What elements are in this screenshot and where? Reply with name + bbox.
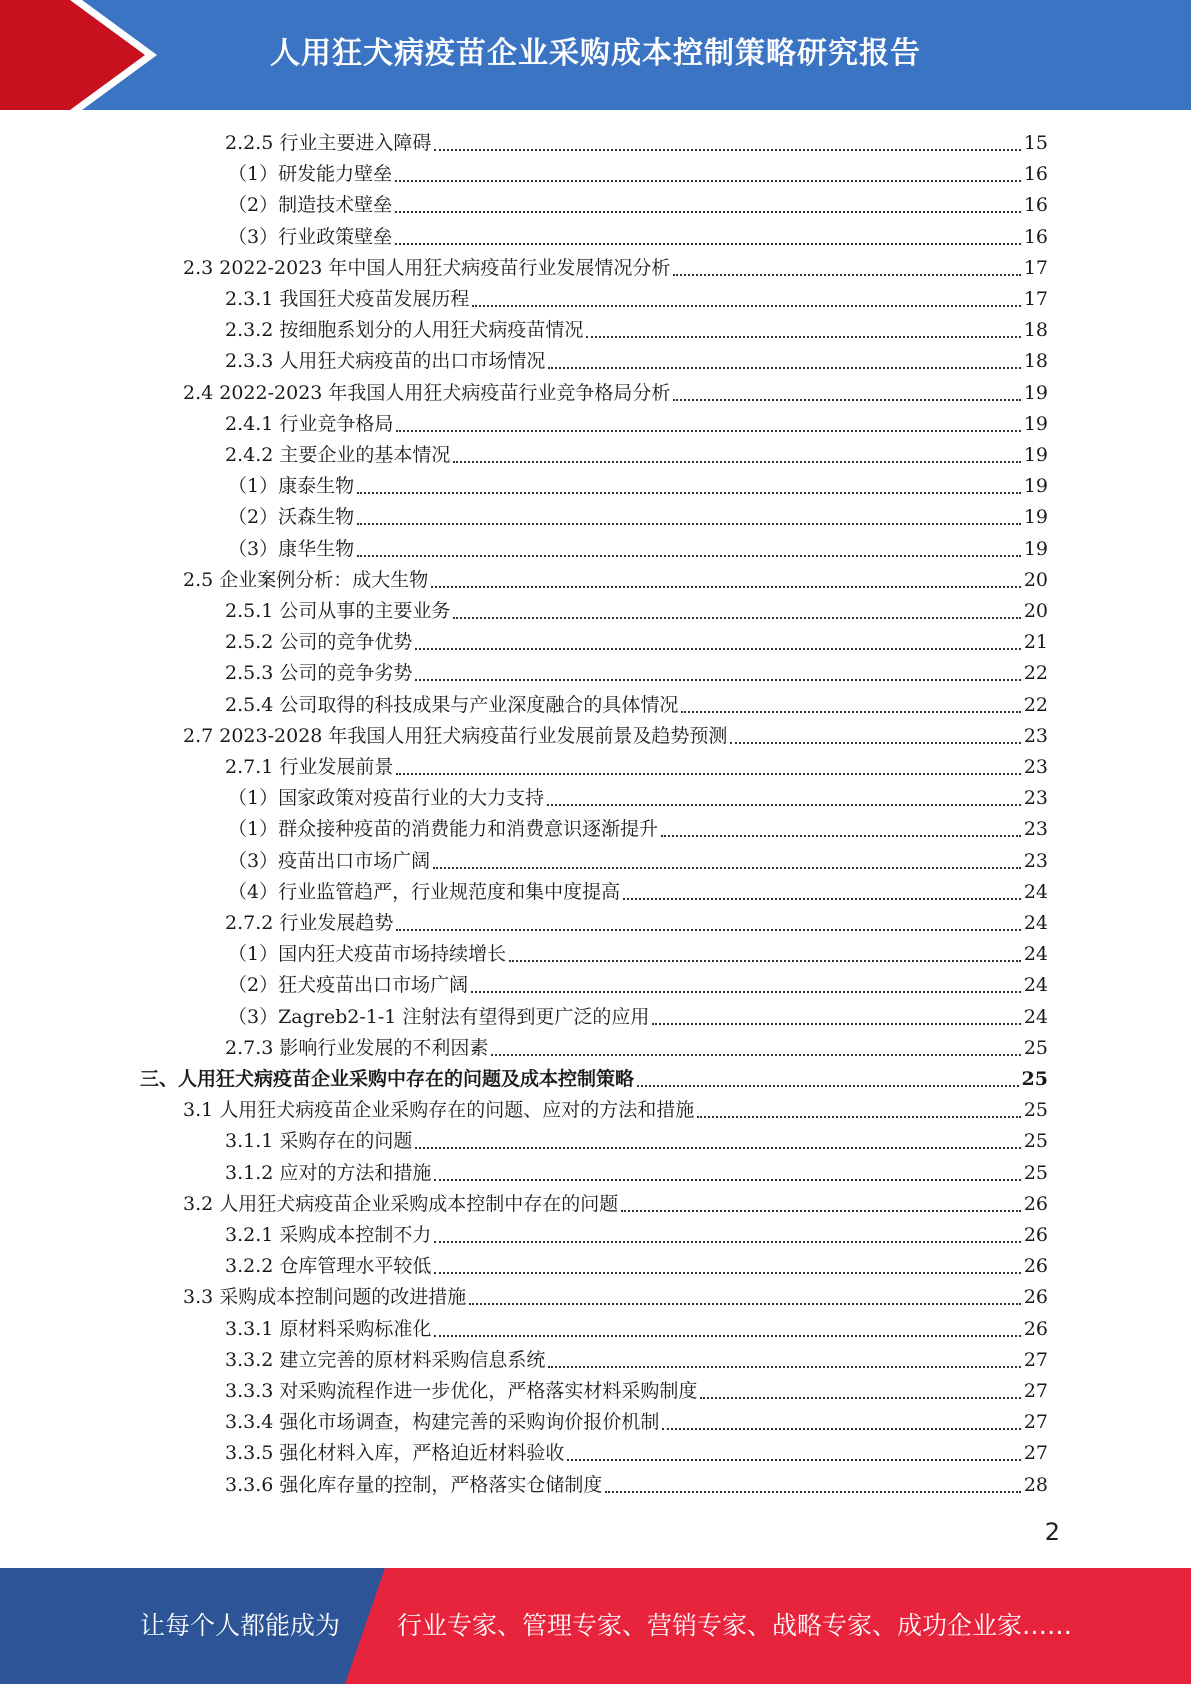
toc-entry-page: 26 — [1023, 1286, 1048, 1309]
toc-entry-label: （1）国家政策对疫苗行业的大力支持 — [228, 787, 545, 810]
toc-leader-dots — [415, 1147, 1020, 1149]
toc-entry-label: （3）Zagreb2-1-1 注射法有望得到更广泛的应用 — [228, 1005, 650, 1028]
toc-leader-dots — [434, 149, 1020, 151]
toc-entry[interactable] — [228, 846, 1048, 877]
toc-entry[interactable] — [225, 1251, 1048, 1282]
toc-entry-page: 24 — [1023, 880, 1048, 903]
toc-entry-label: 2.5.3 公司的竞争劣势 — [225, 662, 413, 685]
toc-entry-page: 16 — [1023, 194, 1048, 217]
toc-entry-page: 20 — [1023, 600, 1048, 622]
toc-leader-dots — [434, 1241, 1020, 1243]
toc-entry[interactable] — [225, 1314, 1048, 1345]
page-footer — [0, 1568, 1191, 1684]
toc-entry[interactable] — [225, 346, 1048, 377]
toc-entry-page: 25 — [1023, 1036, 1048, 1059]
toc-entry-label: （2）沃森生物 — [228, 506, 355, 529]
toc-entry-label: 3.3.3 对采购流程作进一步优化，严格落实材料采购制度 — [225, 1380, 698, 1402]
toc-leader-dots — [453, 617, 1020, 619]
toc-entry-page: 20 — [1023, 568, 1048, 591]
toc-leader-dots — [434, 1272, 1020, 1274]
toc-entry-label: （1）康泰生物 — [228, 475, 355, 498]
toc-leader-dots — [357, 523, 1021, 525]
toc-entry-label: 2.7.2 行业发展趋势 — [225, 912, 394, 934]
toc-leader-dots — [567, 1459, 1020, 1461]
toc-entry-label: 3.1 人用狂犬病疫苗企业采购存在的问题、应对的方法和措施 — [183, 1099, 695, 1122]
toc-entry-page: 25 — [1021, 1068, 1048, 1090]
toc-entry-page: 25 — [1023, 1099, 1048, 1122]
footer-slogan-left: 让每个人都能成为 — [140, 1611, 341, 1640]
toc-entry-page: 19 — [1023, 537, 1048, 560]
toc-entry-page: 24 — [1023, 943, 1048, 966]
toc-entry[interactable] — [228, 939, 1048, 970]
toc-entry-page: 23 — [1023, 724, 1048, 747]
toc-entry[interactable] — [225, 1220, 1048, 1251]
toc-entry-label: 3.1.2 应对的方法和措施 — [225, 1161, 432, 1184]
toc-entry[interactable] — [225, 908, 1048, 939]
toc-leader-dots — [548, 367, 1020, 369]
toc-entry-page: 16 — [1023, 163, 1048, 186]
toc-entry[interactable] — [225, 1126, 1048, 1157]
toc-entry-page: 17 — [1023, 288, 1048, 310]
toc-entry[interactable] — [228, 471, 1048, 502]
toc-entry-page: 18 — [1023, 319, 1048, 342]
toc-entry-label: 3.3.5 强化材料入库，严格迫近材料验收 — [225, 1442, 565, 1465]
toc-entry[interactable] — [225, 752, 1048, 783]
report-title: 人用狂犬病疫苗企业采购成本控制策略研究报告 — [270, 36, 921, 71]
toc-entry-page: 24 — [1023, 974, 1048, 997]
toc-entry-label: 2.2.5 行业主要进入障碍 — [225, 132, 432, 154]
toc-entry-page: 25 — [1023, 1161, 1048, 1184]
toc-entry[interactable] — [183, 1282, 1048, 1313]
toc-leader-dots — [396, 773, 1020, 775]
toc-entry[interactable] — [183, 378, 1048, 409]
toc-entry-page: 22 — [1023, 693, 1048, 716]
toc-leader-dots — [395, 211, 1021, 213]
toc-leader-dots — [637, 1085, 1019, 1087]
toc-entry-label: 三、人用狂犬病疫苗企业采购中存在的问题及成本控制策略 — [140, 1068, 635, 1090]
toc-leader-dots — [357, 555, 1021, 557]
toc-entry-page: 27 — [1023, 1442, 1048, 1465]
toc-leader-dots — [662, 1428, 1020, 1430]
toc-leader-dots — [415, 648, 1020, 650]
toc-leader-dots — [673, 274, 1020, 276]
toc-entry-page: 27 — [1023, 1380, 1048, 1402]
page-header — [0, 0, 1191, 110]
toc-entry[interactable] — [225, 1438, 1048, 1469]
toc-entry[interactable] — [225, 284, 1048, 315]
toc-entry-label: 2.7.1 行业发展前景 — [225, 756, 394, 778]
toc-entry[interactable] — [228, 783, 1048, 814]
toc-entry-label: 2.3.2 按细胞系划分的人用狂犬病疫苗情况 — [225, 319, 584, 342]
toc-entry[interactable] — [225, 596, 1048, 627]
toc-entry-label: 2.5.4 公司取得的科技成果与产业深度融合的具体情况 — [225, 693, 679, 716]
toc-entry-label: 2.3 2022-2023 年中国人用狂犬病疫苗行业发展情况分析 — [183, 256, 671, 279]
toc-entry[interactable] — [183, 253, 1048, 284]
toc-entry[interactable] — [228, 502, 1048, 533]
toc-entry-page: 23 — [1023, 787, 1048, 810]
toc-entry[interactable] — [225, 1033, 1048, 1064]
toc-entry-page: 19 — [1023, 444, 1048, 466]
toc-entry-label: （3）行业政策壁垒 — [228, 225, 393, 248]
toc-entry-page: 23 — [1023, 818, 1048, 841]
toc-leader-dots — [697, 1116, 1021, 1118]
toc-leader-dots — [357, 492, 1021, 494]
toc-entry-label: 2.7.3 影响行业发展的不利因素 — [225, 1036, 489, 1059]
toc-entry-label: 3.3.6 强化库存量的控制，严格落实仓储制度 — [225, 1473, 603, 1496]
toc-entry-page: 26 — [1023, 1192, 1048, 1215]
toc-leader-dots — [434, 1335, 1020, 1337]
toc-leader-dots — [469, 1303, 1021, 1305]
toc-entry[interactable] — [225, 627, 1048, 658]
toc-leader-dots — [547, 804, 1021, 806]
toc-entry[interactable] — [225, 1345, 1048, 1376]
toc-entry-label: 3.3.2 建立完善的原材料采购信息系统 — [225, 1348, 546, 1371]
toc-leader-dots — [415, 679, 1020, 681]
toc-leader-dots — [586, 336, 1020, 338]
toc-entry-label: 3.3.1 原材料采购标准化 — [225, 1317, 432, 1340]
toc-leader-dots — [700, 1397, 1020, 1399]
toc-entry-page: 19 — [1023, 412, 1048, 435]
toc-entry[interactable] — [228, 970, 1048, 1001]
toc-entry-label: 2.3.1 我国狂犬疫苗发展历程 — [225, 288, 470, 310]
toc-entry-page: 15 — [1023, 132, 1048, 154]
toc-entry-page: 26 — [1023, 1224, 1048, 1246]
toc-entry-page: 17 — [1023, 256, 1048, 279]
toc-entry-page: 22 — [1023, 662, 1048, 685]
toc-leader-dots — [395, 180, 1021, 182]
page-number: 2 — [1044, 1518, 1060, 1546]
toc-entry-page: 28 — [1023, 1473, 1048, 1496]
toc-leader-dots — [509, 960, 1021, 962]
toc-entry-label: 2.5 企业案例分析：成大生物 — [183, 568, 429, 591]
toc-entry[interactable] — [225, 1158, 1048, 1189]
toc-leader-dots — [548, 1366, 1020, 1368]
toc-entry-label: 2.4.2 主要企业的基本情况 — [225, 444, 451, 466]
toc-leader-dots — [730, 742, 1020, 744]
toc-entry-label: 3.2 人用狂犬病疫苗企业采购成本控制中存在的问题 — [183, 1192, 619, 1215]
toc-entry-label: 3.3 采购成本控制问题的改进措施 — [183, 1286, 467, 1309]
toc-entry-page: 27 — [1023, 1348, 1048, 1371]
toc-entry[interactable] — [225, 1407, 1048, 1438]
toc-entry[interactable] — [228, 222, 1048, 253]
toc-leader-dots — [396, 929, 1020, 931]
toc-entry[interactable] — [225, 1470, 1048, 1501]
toc-leader-dots — [431, 586, 1021, 588]
toc-leader-dots — [396, 430, 1020, 432]
toc-entry[interactable] — [225, 409, 1048, 440]
toc-entry-page: 21 — [1023, 631, 1048, 654]
toc-entry[interactable] — [225, 440, 1048, 471]
toc-entry-label: （2）制造技术壁垒 — [228, 194, 393, 217]
toc-entry[interactable] — [228, 814, 1048, 845]
toc-leader-dots — [491, 1054, 1020, 1056]
toc-entry-label: （4）行业监管趋严，行业规范度和集中度提高 — [228, 880, 621, 903]
toc-leader-dots — [471, 991, 1021, 993]
toc-entry-page: 26 — [1023, 1317, 1048, 1340]
toc-leader-dots — [434, 1179, 1020, 1181]
toc-entry[interactable] — [183, 1095, 1048, 1126]
toc-entry-page: 25 — [1023, 1130, 1048, 1153]
toc-leader-dots — [605, 1491, 1020, 1493]
toc-entry-label: 2.3.3 人用狂犬病疫苗的出口市场情况 — [225, 350, 546, 373]
toc-entry[interactable] — [228, 1002, 1048, 1033]
toc-entry-page: 23 — [1023, 849, 1048, 872]
toc-entry-label: 2.5.1 公司从事的主要业务 — [225, 600, 451, 622]
toc-entry[interactable] — [183, 721, 1048, 752]
toc-entry[interactable] — [225, 128, 1048, 159]
toc-entry-page: 23 — [1023, 756, 1048, 778]
toc-entry-label: （3）疫苗出口市场广阔 — [228, 849, 431, 872]
toc-entry-label: 2.7 2023-2028 年我国人用狂犬病疫苗行业发展前景及趋势预测 — [183, 724, 728, 747]
toc-entry[interactable] — [225, 658, 1048, 689]
toc-leader-dots — [681, 711, 1020, 713]
footer-slogan-right: 行业专家、管理专家、营销专家、战略专家、成功企业家…… — [397, 1611, 1073, 1640]
toc-entry-page: 24 — [1023, 1005, 1048, 1028]
toc-entry-label: 3.2.2 仓库管理水平较低 — [225, 1255, 432, 1278]
toc-entry[interactable] — [228, 190, 1048, 221]
toc-entry-label: （1）研发能力壁垒 — [228, 163, 393, 186]
toc-entry-label: （2）狂犬疫苗出口市场广阔 — [228, 974, 469, 997]
toc-entry-page: 18 — [1023, 350, 1048, 373]
toc-entry[interactable] — [225, 690, 1048, 721]
toc-entry-label: 3.1.1 采购存在的问题 — [225, 1130, 413, 1153]
toc-entry-label: （1）国内狂犬疫苗市场持续增长 — [228, 943, 507, 966]
toc-entry-page: 19 — [1023, 506, 1048, 529]
toc-entry[interactable] — [183, 565, 1048, 596]
toc-entry-label: 2.4.1 行业竞争格局 — [225, 412, 394, 435]
toc-entry-page: 19 — [1023, 475, 1048, 498]
toc-leader-dots — [472, 305, 1020, 307]
toc-leader-dots — [661, 835, 1021, 837]
toc-entry[interactable] — [183, 1189, 1048, 1220]
toc-leader-dots — [652, 1023, 1020, 1025]
toc-entry-page: 24 — [1023, 912, 1048, 934]
toc-entry-label: 2.5.2 公司的竞争优势 — [225, 631, 413, 654]
toc-leader-dots — [623, 898, 1021, 900]
toc-entry[interactable] — [140, 1064, 1048, 1095]
toc-entry-label: 3.3.4 强化市场调查，构建完善的采购询价报价机制 — [225, 1411, 660, 1434]
toc-entry[interactable] — [225, 315, 1048, 346]
toc-entry-label: （1）群众接种疫苗的消费能力和消费意识逐渐提升 — [228, 818, 659, 841]
toc-entry-label: （3）康华生物 — [228, 537, 355, 560]
toc-leader-dots — [395, 243, 1021, 245]
toc-entry-page: 19 — [1023, 381, 1048, 404]
toc-entry-page: 26 — [1023, 1255, 1048, 1278]
toc-leader-dots — [433, 867, 1021, 869]
toc-entry-label: 3.2.1 采购成本控制不力 — [225, 1224, 432, 1246]
toc-leader-dots — [621, 1210, 1021, 1212]
toc-entry[interactable] — [228, 877, 1048, 908]
toc-entry[interactable] — [228, 534, 1048, 565]
toc-leader-dots — [673, 399, 1020, 401]
toc-entry[interactable] — [228, 159, 1048, 190]
toc-entry-page: 16 — [1023, 225, 1048, 248]
header-chevron-decoration — [0, 0, 170, 110]
toc-entry-page: 27 — [1023, 1411, 1048, 1434]
toc-leader-dots — [453, 461, 1020, 463]
toc-entry[interactable] — [225, 1376, 1048, 1407]
toc-entry-label: 2.4 2022-2023 年我国人用狂犬病疫苗行业竞争格局分析 — [183, 381, 671, 404]
